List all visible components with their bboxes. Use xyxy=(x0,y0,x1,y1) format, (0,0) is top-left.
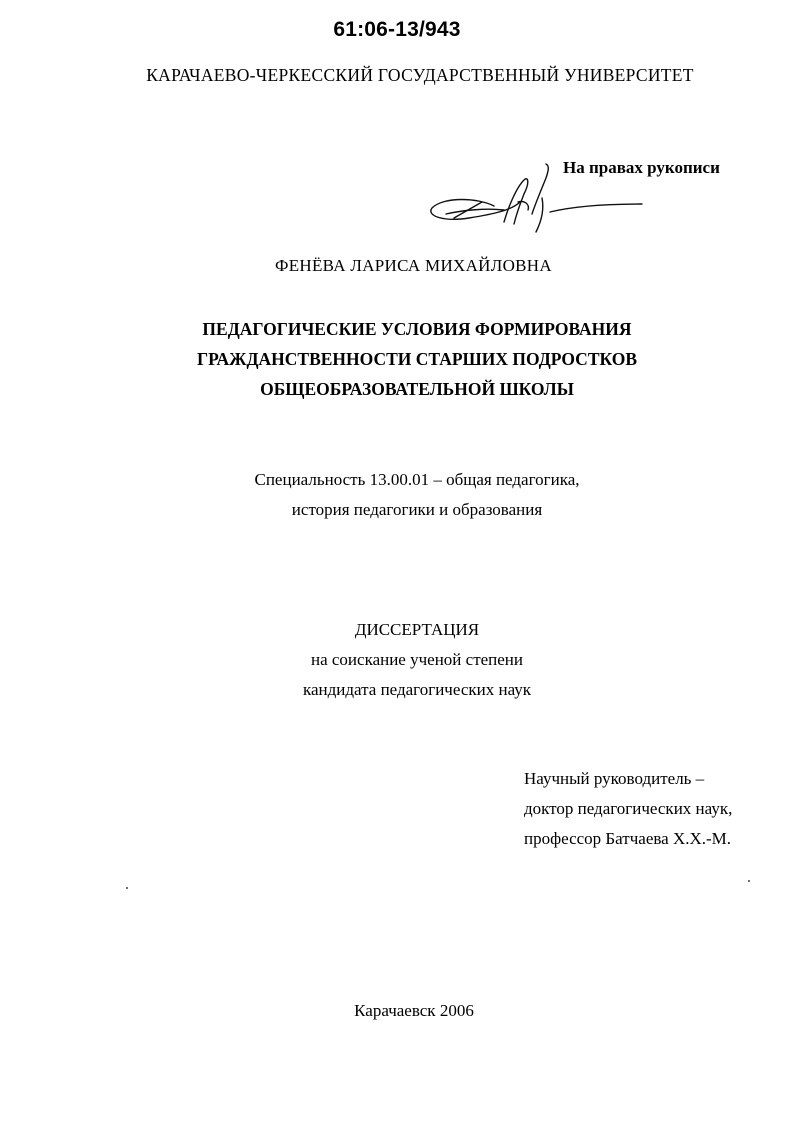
specialty-line: Специальность 13.00.01 – общая педагогика, xyxy=(254,470,580,489)
document-type-line: кандидата педагогических наук xyxy=(302,680,532,699)
university-name: КАРАЧАЕВО-ЧЕРКЕССКИЙ ГОСУДАРСТВЕННЫЙ УНИВЕРСИТЕТ xyxy=(146,65,694,85)
title-line: ГРАЖДАНСТВЕННОСТИ СТАРШИХ ПОДРОСТКОВ xyxy=(196,349,638,369)
title-line: ПЕДАГОГИЧЕСКИЕ УСЛОВИЯ ФОРМИРОВАНИЯ xyxy=(202,319,632,339)
advisor-block xyxy=(524,764,784,854)
catalog-number: 61:06-13/943 xyxy=(333,18,461,41)
dissertation-title xyxy=(0,314,794,404)
advisor-line: доктор педагогических наук, xyxy=(524,799,733,818)
document-type-heading: ДИССЕРТАЦИЯ xyxy=(354,620,480,639)
document-type-block xyxy=(0,615,794,705)
manuscript-rights-label: На правах рукописи xyxy=(563,158,720,177)
author-name: ФЕНЁВА ЛАРИСА МИХАЙЛОВНА xyxy=(275,256,552,275)
specialty-line: история педагогики и образования xyxy=(291,500,543,519)
specialty-block xyxy=(0,465,794,525)
city-year: Карачаевск 2006 xyxy=(354,1001,474,1020)
advisor-line: Научный руководитель – xyxy=(524,769,705,788)
scan-speck xyxy=(748,880,750,882)
advisor-line: профессор Батчаева Х.Х.-М. xyxy=(524,829,732,848)
scan-speck xyxy=(126,887,128,889)
title-line: ОБЩЕОБРАЗОВАТЕЛЬНОЙ ШКОЛЫ xyxy=(260,379,574,399)
document-type-line: на соискание ученой степени xyxy=(310,650,524,669)
